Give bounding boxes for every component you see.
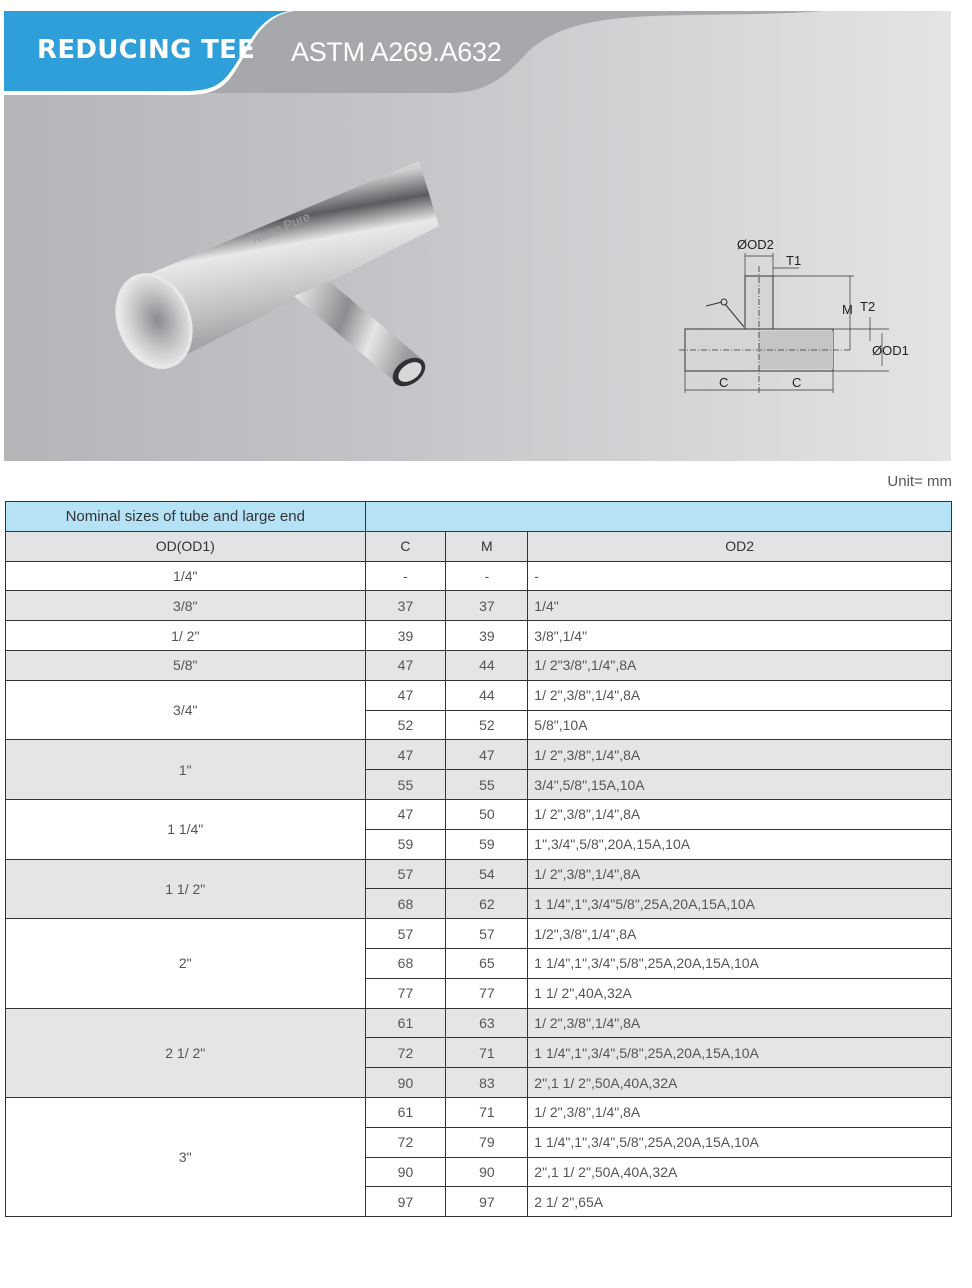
cell-m: 77 [446, 978, 528, 1008]
label-t2: T2 [860, 299, 876, 314]
cell-od2: 1 1/4",1",3/4",5/8",25A,20A,15A,10A [528, 1127, 952, 1157]
cell-c: 72 [365, 1127, 446, 1157]
cell-m: 62 [446, 889, 528, 919]
cell-od: 1 1/ 2" [6, 859, 366, 919]
cell-c: 61 [365, 1097, 446, 1127]
table-row [6, 1008, 952, 1038]
cell-od: 5/8" [6, 650, 366, 680]
label-od1: ØOD1 [872, 343, 909, 358]
cell-c: 59 [365, 829, 446, 859]
cell-od2: 1/ 2",3/8",1/4",8A [528, 799, 952, 829]
column-header-c: C [365, 531, 446, 561]
header-blank [365, 502, 951, 532]
column-header-od2: OD2 [528, 531, 952, 561]
unit-label: Unit= mm [887, 473, 952, 490]
cell-m: 63 [446, 1008, 528, 1038]
cell-c: 55 [365, 770, 446, 800]
label-c-right: C [792, 375, 802, 390]
cell-m: 55 [446, 770, 528, 800]
cell-m: 39 [446, 621, 528, 651]
cell-m: 65 [446, 948, 528, 978]
cell-m: 44 [446, 680, 528, 710]
cell-m: 97 [446, 1187, 528, 1217]
cell-c: 90 [365, 1157, 446, 1187]
cell-od2: 1 1/ 2",40A,32A [528, 978, 952, 1008]
cell-od: 3/4" [6, 680, 366, 740]
cell-c: 57 [365, 859, 446, 889]
cell-od2: 1/4" [528, 591, 952, 621]
header-nominal-sizes: Nominal sizes of tube and large end [6, 502, 366, 532]
cell-od2: 3/8",1/4" [528, 621, 952, 651]
label-c-left: C [719, 375, 729, 390]
table-row [6, 621, 952, 651]
cell-c: 39 [365, 621, 446, 651]
table-row [6, 919, 952, 949]
cell-od: 2" [6, 919, 366, 1008]
cell-od2: 1/ 2",3/8",1/4",8A [528, 1097, 952, 1127]
table-header-columns [6, 531, 952, 561]
cell-m: 79 [446, 1127, 528, 1157]
table-row [6, 859, 952, 889]
cell-c: 57 [365, 919, 446, 949]
cell-c: 37 [365, 591, 446, 621]
cell-c: 72 [365, 1038, 446, 1068]
cell-c: 97 [365, 1187, 446, 1217]
product-title: REDUCING TEE [37, 35, 256, 65]
cell-m: 57 [446, 919, 528, 949]
cell-od2: 1 1/4",1",3/4",5/8",25A,20A,15A,10A [528, 1038, 952, 1068]
column-header-m: M [446, 531, 528, 561]
cell-m: 59 [446, 829, 528, 859]
cell-c: 47 [365, 680, 446, 710]
table-header-top [6, 502, 952, 532]
table-row [6, 740, 952, 770]
cell-od: 1 1/4" [6, 799, 366, 859]
cell-od2: 1 1/4",1",3/4"5/8",25A,20A,15A,10A [528, 889, 952, 919]
cell-od2: 2 1/ 2",65A [528, 1187, 952, 1217]
cell-m: 54 [446, 859, 528, 889]
cell-od2: 1 1/4",1",3/4",5/8",25A,20A,15A,10A [528, 948, 952, 978]
cell-m: 71 [446, 1038, 528, 1068]
cell-od2: 1",3/4",5/8",20A,15A,10A [528, 829, 952, 859]
dimension-schematic [674, 231, 924, 401]
cell-m: - [446, 561, 528, 591]
cell-od: 1/4" [6, 561, 366, 591]
table-row [6, 799, 952, 829]
table-row [6, 1097, 952, 1127]
cell-c: 61 [365, 1008, 446, 1038]
cell-m: 44 [446, 650, 528, 680]
cell-m: 37 [446, 591, 528, 621]
cell-od2: - [528, 561, 952, 591]
cell-od2: 1/ 2",3/8",1/4",8A [528, 1008, 952, 1038]
cell-od2: 1/2",3/8",1/4",8A [528, 919, 952, 949]
cell-od2: 1/ 2",3/8",1/4",8A [528, 740, 952, 770]
label-t1: T1 [786, 253, 802, 268]
cell-c: 47 [365, 740, 446, 770]
cell-od: 1" [6, 740, 366, 800]
cell-m: 83 [446, 1068, 528, 1098]
table-row [6, 650, 952, 680]
cell-od: 1/ 2" [6, 621, 366, 651]
cell-c: 52 [365, 710, 446, 740]
column-header-od: OD(OD1) [6, 531, 366, 561]
cell-c: 47 [365, 650, 446, 680]
cell-od2: 1/ 2"3/8",1/4",8A [528, 650, 952, 680]
product-banner [4, 11, 951, 461]
table-row [6, 561, 952, 591]
cell-m: 90 [446, 1157, 528, 1187]
cell-od: 3/8" [6, 591, 366, 621]
dimension-table [5, 501, 952, 1217]
cell-m: 52 [446, 710, 528, 740]
cell-c: 68 [365, 889, 446, 919]
cell-m: 47 [446, 740, 528, 770]
cell-od2: 3/4",5/8",15A,10A [528, 770, 952, 800]
reducing-tee-product-image [104, 136, 444, 406]
cell-od2: 5/8",10A [528, 710, 952, 740]
cell-m: 50 [446, 799, 528, 829]
table-row [6, 680, 952, 710]
cell-m: 71 [446, 1097, 528, 1127]
cell-od2: 1/ 2",3/8",1/4",8A [528, 680, 952, 710]
product-engraving: Nano Pure [249, 208, 313, 247]
cell-c: 47 [365, 799, 446, 829]
cell-c: 68 [365, 948, 446, 978]
table-row [6, 591, 952, 621]
cell-c: 77 [365, 978, 446, 1008]
cell-c: 90 [365, 1068, 446, 1098]
cell-od: 2 1/ 2" [6, 1008, 366, 1097]
product-standard: ASTM A269.A632 [291, 37, 502, 67]
cell-c: - [365, 561, 446, 591]
label-m: M [842, 302, 853, 317]
cell-od2: 1/ 2",3/8",1/4",8A [528, 859, 952, 889]
cell-od2: 2",1 1/ 2",50A,40A,32A [528, 1157, 952, 1187]
label-od2: ØOD2 [737, 237, 774, 252]
cell-od: 3" [6, 1097, 366, 1216]
cell-od2: 2",1 1/ 2",50A,40A,32A [528, 1068, 952, 1098]
